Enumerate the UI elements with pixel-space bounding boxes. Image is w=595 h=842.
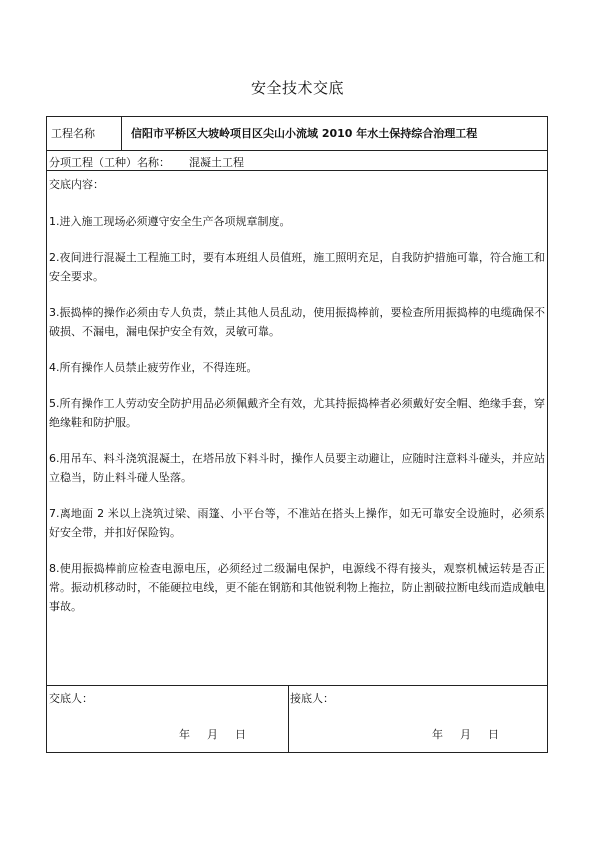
column-divider (121, 117, 122, 150)
receiver-label: 接底人： (290, 692, 334, 705)
date-month: 月 (207, 728, 218, 741)
row-divider (47, 685, 547, 686)
row-divider (47, 150, 547, 151)
project-name-value: 信阳市平桥区大坡岭项目区尖山小流域 2010 年水土保持综合治理工程 (131, 127, 478, 140)
date-year: 年 (432, 728, 443, 741)
content-label: 交底内容： (49, 178, 104, 191)
document-title: 安全技术交底 (250, 79, 344, 97)
content-item: 3.振捣棒的操作必须由专人负责，禁止其他人员乱动，使用振捣棒前，要检查所用振捣棒的电缆确保不破损、不漏电，漏电保护安全有效，灵敏可靠。 (49, 306, 545, 338)
content-item: 5.所有操作工人劳动安全防护用品必须佩戴齐全有效，尤其持振捣棒者必须戴好安全帽、绝缘手套，穿绝缘鞋和防护服。 (49, 397, 545, 429)
content-item: 6.用吊车、料斗浇筑混凝土，在塔吊放下料斗时，操作人员要主动避让，应随时注意料斗碰头，并应站立稳当，防止料斗碰人坠落。 (49, 452, 545, 484)
content-item: 1.进入施工现场必须遵守安全生产各项规章制度。 (49, 215, 291, 228)
content-item: 7.离地面 2 米以上浇筑过梁、雨篷、小平台等，不准站在搭头上操作，如无可靠安全设施时，必须系好安全带，并扣好保险钩。 (49, 507, 545, 539)
subproject-value: 混凝土工程 (189, 156, 244, 169)
date-month: 月 (460, 728, 471, 741)
subproject-label: 分项工程（工种）名称： (49, 156, 170, 169)
content-item: 2.夜间进行混凝土工程施工时，要有本班组人员值班，施工照明充足，自我防护措施可靠，符合施工和安全要求。 (49, 251, 545, 283)
disclosure-content (49, 175, 545, 633)
disclosure-table (46, 116, 548, 753)
discloser-date (179, 727, 246, 743)
content-item: 4.所有操作人员禁止疲劳作业，不得连班。 (49, 361, 258, 374)
column-divider (288, 685, 289, 752)
date-year: 年 (179, 728, 190, 741)
receiver-date (432, 727, 499, 743)
date-day: 日 (235, 728, 246, 741)
date-day: 日 (488, 728, 499, 741)
discloser-label: 交底人： (49, 692, 93, 705)
content-item: 8.使用振捣棒前应检查电源电压，必须经过二级漏电保护，电源线不得有接头，观察机械运转是否正常。振动机移动时，不能硬拉电线，更不能在钢筋和其他锐利物上拖拉，防止割破拉断电线而造成触电事故。 (49, 562, 545, 613)
project-name-label: 工程名称 (51, 127, 95, 140)
